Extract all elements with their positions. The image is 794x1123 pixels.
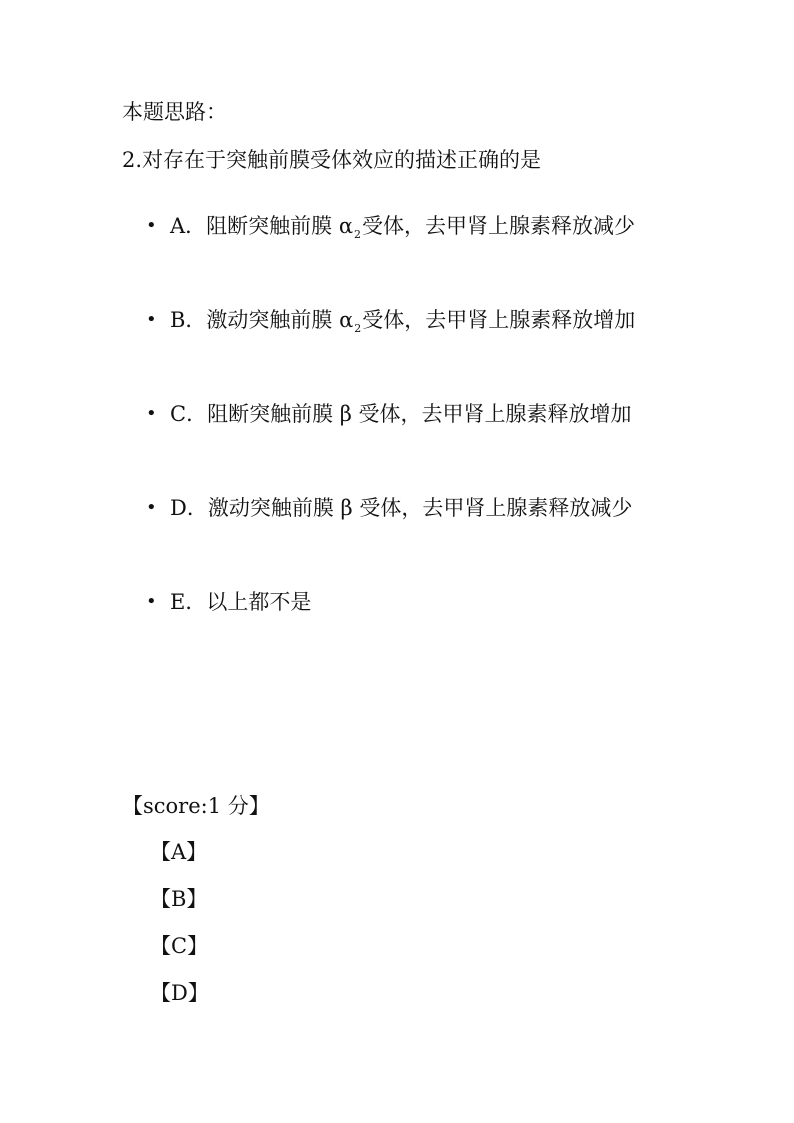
bullet-icon: • [146, 309, 157, 330]
bullet-icon: • [146, 403, 157, 424]
option-a-text [170, 204, 678, 252]
option-e-text: E．以上都不是 [170, 590, 312, 614]
option-a-pre: A．阻断突触前膜 α [170, 214, 354, 238]
option-b-subscript: 2 [354, 322, 362, 335]
bullet-icon: • [146, 591, 157, 612]
section-heading: 本题思路： [122, 100, 227, 124]
option-c-text: C．阻断突触前膜 β 受体，去甲肾上腺素释放增加 [170, 402, 632, 426]
question-stem: 2.对存在于突触前膜受体效应的描述正确的是 [122, 148, 542, 172]
answer-choice-b[interactable]: 【B】 [150, 887, 208, 911]
answer-choice-d[interactable]: 【D】 [150, 981, 209, 1005]
option-b-post: 受体，去甲肾上腺素释放增加 [362, 308, 636, 332]
bullet-icon: • [146, 497, 157, 518]
answer-choice-c[interactable]: 【C】 [150, 934, 209, 958]
option-a-subscript: 2 [354, 228, 362, 241]
option-b-text [170, 298, 678, 346]
answer-choice-a[interactable]: 【A】 [150, 840, 208, 864]
option-d-text: D．激动突触前膜 β 受体，去甲肾上腺素释放减少 [170, 496, 633, 520]
bullet-icon: • [146, 215, 157, 236]
score-label: 【score:1 分】 [122, 794, 270, 818]
option-a-post: 受体，去甲肾上腺素释放减少 [362, 214, 636, 238]
option-b-pre: B．激动突触前膜 α [170, 308, 354, 332]
